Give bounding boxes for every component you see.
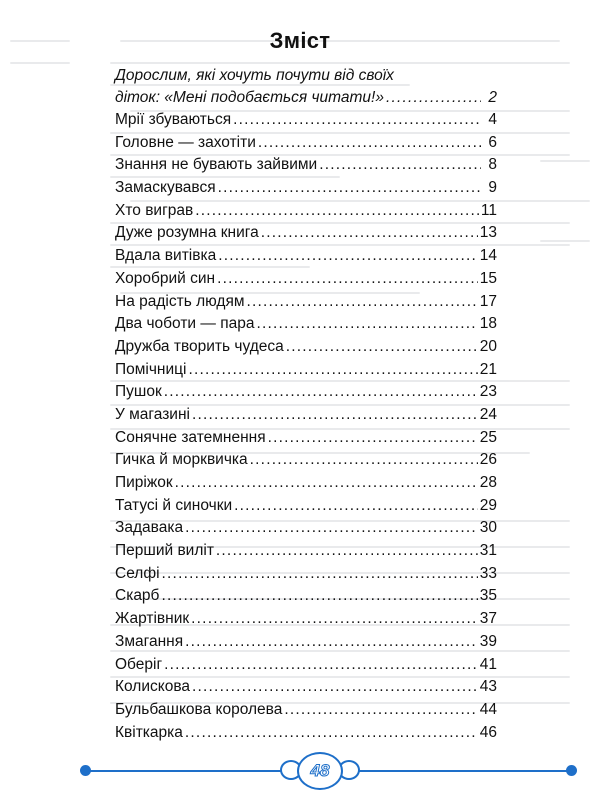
dot-leader: [268, 427, 478, 450]
dot-leader: [217, 268, 478, 291]
footer-left-dot: [80, 765, 91, 776]
toc-entry[interactable]: [115, 631, 497, 654]
toc-entry[interactable]: [115, 291, 497, 314]
toc-entry[interactable]: [115, 517, 497, 540]
toc-entry[interactable]: [115, 132, 497, 155]
toc-entry[interactable]: [115, 268, 497, 291]
toc-page-number: 24: [479, 405, 497, 423]
toc-entry[interactable]: [115, 109, 497, 132]
toc-entry-title: Пушок: [115, 383, 162, 401]
toc-page-number: 13: [479, 224, 497, 242]
toc-page-number: 33: [479, 564, 497, 582]
dot-leader: [192, 676, 478, 699]
toc-page-number: 43: [479, 678, 497, 696]
dot-leader: [185, 631, 478, 654]
toc-intro-entry[interactable]: [115, 65, 497, 109]
toc-page-number: 9: [488, 179, 497, 197]
toc-entry[interactable]: [115, 472, 497, 495]
dot-leader: [233, 109, 481, 132]
toc-entry[interactable]: [115, 540, 497, 563]
toc-page-number: 21: [479, 360, 497, 378]
dot-leader: [162, 563, 478, 586]
toc-intro-line1: Дорослим, які хочуть почути від своїх: [115, 67, 394, 84]
toc-page-number: 8: [488, 156, 497, 174]
toc-entry-title: Дуже розумна книга: [115, 224, 259, 242]
toc-entry[interactable]: [115, 608, 497, 631]
toc-page-number: 23: [479, 383, 497, 401]
toc-entry-title: Мрії збуваються: [115, 111, 232, 128]
toc-entry-title: У магазині: [115, 405, 190, 423]
toc-entry-title: Дружба творить чудеса: [115, 337, 284, 355]
toc-entry[interactable]: [115, 722, 497, 745]
toc-page-number: 2: [488, 89, 497, 106]
toc-page-number: 15: [479, 269, 497, 287]
dot-leader: [164, 381, 478, 404]
toc-entry-title: Два чоботи — пара: [115, 315, 255, 333]
toc-page-number: 26: [479, 451, 497, 469]
toc-entry-title: Оберіг: [115, 655, 163, 673]
page-title: Зміст: [269, 28, 331, 53]
dot-leader: [250, 449, 478, 472]
toc-entry-title: Вдала витівка: [115, 247, 217, 265]
toc-page-number: 17: [479, 292, 497, 310]
toc-entry-title: Квіткарка: [115, 723, 183, 741]
table-of-contents: [115, 65, 497, 744]
toc-entry[interactable]: [115, 313, 497, 336]
toc-entry-title: Татусі й синочки: [115, 496, 233, 514]
toc-entry[interactable]: [115, 585, 497, 608]
toc-entry[interactable]: [115, 200, 497, 223]
toc-entry-title: Хоробрий син: [115, 269, 216, 287]
toc-entry[interactable]: [115, 654, 497, 677]
toc-entry[interactable]: [115, 449, 497, 472]
toc-entry[interactable]: [115, 359, 497, 382]
toc-entry[interactable]: [115, 381, 497, 404]
toc-entry-title: Перший виліт: [115, 542, 214, 560]
toc-entry-title: Гичка й морквичка: [115, 451, 248, 469]
dot-leader: [185, 722, 478, 745]
toc-page-number: 41: [479, 655, 497, 673]
dot-leader: [191, 608, 478, 631]
dot-leader: [216, 540, 478, 563]
dot-leader: [192, 404, 478, 427]
toc-entry-title: Селфі: [115, 564, 160, 582]
toc-entry[interactable]: [115, 676, 497, 699]
dot-leader: [185, 517, 478, 540]
dot-leader: [261, 222, 478, 245]
dot-leader: [386, 87, 481, 109]
toc-entry[interactable]: [115, 404, 497, 427]
dot-leader: [161, 585, 477, 608]
page-number: 48: [310, 761, 330, 780]
dot-leader: [188, 359, 477, 382]
toc-entry-title: Помічниці: [115, 360, 187, 378]
toc-entry-title: Знання не бувають зайвими: [115, 156, 318, 174]
dot-leader: [247, 291, 478, 314]
toc-page-number: 20: [479, 337, 497, 355]
page-number-badge: [297, 752, 343, 790]
toc-entry-title: Бульбашкова королева: [115, 700, 283, 718]
toc-entry[interactable]: [115, 177, 497, 200]
toc-entry-title: На радість людям: [115, 292, 245, 310]
toc-page-number: 14: [479, 247, 497, 265]
toc-entry[interactable]: [115, 336, 497, 359]
toc-page-number: 28: [479, 474, 497, 491]
toc-entry-title: Жартівник: [115, 610, 190, 628]
toc-entry-title: Скарб: [115, 587, 160, 605]
toc-entry[interactable]: [115, 154, 497, 177]
toc-page-number: 6: [488, 133, 497, 151]
toc-entry-title: Замаскувався: [115, 179, 216, 197]
toc-entry-title: Хто виграв: [115, 201, 194, 219]
dot-leader: [164, 654, 478, 677]
toc-entry-title: Головне — захотіти: [115, 133, 256, 151]
toc-page-number: 39: [479, 632, 497, 650]
toc-page-number: 30: [479, 519, 497, 537]
toc-entry[interactable]: [115, 699, 497, 722]
toc-page-number: 25: [479, 428, 497, 446]
toc-page-number: 18: [479, 315, 497, 333]
toc-page-number: 44: [479, 700, 497, 718]
toc-page-number: 31: [479, 542, 497, 560]
dot-leader: [218, 177, 481, 200]
footer-right-dot: [566, 765, 577, 776]
toc-entry[interactable]: [115, 427, 497, 450]
toc-entry-title: Сонячне затемнення: [115, 428, 266, 446]
toc-entry[interactable]: [115, 495, 497, 518]
toc-page-number: 35: [479, 587, 497, 605]
dot-leader: [256, 313, 477, 336]
dot-leader: [284, 699, 477, 722]
dot-leader: [286, 336, 478, 359]
toc-entry-title: Задавака: [115, 519, 184, 537]
dot-leader: [234, 495, 478, 518]
toc-entry-title: Колискова: [115, 678, 191, 696]
toc-entry-title: Пиріжок: [115, 474, 173, 491]
dot-leader: [195, 200, 479, 223]
dot-leader: [175, 472, 478, 495]
toc-page-number: 46: [479, 723, 497, 741]
dot-leader: [218, 245, 478, 268]
toc-entry-title: Змагання: [115, 632, 184, 650]
toc-page-number: 4: [488, 111, 497, 128]
dot-leader: [319, 154, 481, 177]
toc-page-number: 29: [479, 496, 497, 514]
dot-leader: [258, 132, 481, 155]
toc-intro-line2: діток: «Мені подобається читати!»: [115, 89, 384, 106]
toc-entry[interactable]: [115, 563, 497, 586]
toc-entry[interactable]: [115, 245, 497, 268]
toc-entry[interactable]: [115, 222, 497, 245]
toc-page-number: 11: [480, 201, 497, 219]
toc-page-number: 37: [479, 610, 497, 628]
